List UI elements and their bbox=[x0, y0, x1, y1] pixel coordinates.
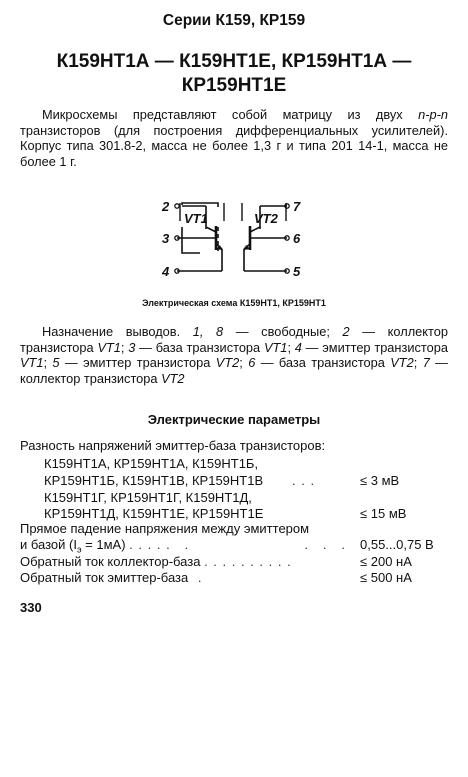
pin-2-label: 2 bbox=[162, 199, 170, 214]
pin-3-label: 3 bbox=[162, 231, 170, 246]
group1-row bbox=[44, 473, 448, 489]
pin-text-2: 1, 8 bbox=[192, 324, 224, 339]
group1-line-2: КР159НТ1Б, К159НТ1В, КР159НТ1В bbox=[44, 473, 264, 488]
emitter-current-value: ≤ 500 нА bbox=[360, 570, 412, 585]
pin-text-8: 3 bbox=[128, 339, 136, 355]
pin-text-21: — база транзистора bbox=[255, 355, 391, 371]
pin-text-14: VT1 bbox=[20, 355, 44, 371]
group2-row bbox=[44, 506, 448, 522]
group2-line-1: К159НТ1Г, КР159НТ1Г, К159НТ1Д, bbox=[44, 490, 252, 505]
group2-line-2: КР159НТ1Д, К159НТ1Е, КР159НТ1Е bbox=[44, 506, 264, 521]
forward-drop-line-2b: = 1мА) bbox=[81, 537, 126, 552]
pin-text-13: — эмиттер транзистора bbox=[301, 339, 448, 355]
pin-text-1: Назначение выводов. bbox=[42, 324, 193, 339]
pin-5-label: 5 bbox=[293, 264, 301, 279]
forward-drop-subscript: э bbox=[76, 544, 82, 555]
pin-text-5: — коллектор транзистора bbox=[20, 324, 448, 355]
pin-text-20: 6 bbox=[248, 355, 256, 371]
pin-text-22: VT2 bbox=[390, 355, 414, 371]
electrical-parameters-heading: Электрические параметры bbox=[147, 412, 321, 427]
intro-npn: n-p-n bbox=[418, 107, 448, 122]
title-line-2: КР159НТ1Е bbox=[181, 75, 287, 96]
group2-value: ≤ 15 мВ bbox=[360, 506, 407, 521]
emitter-current-row bbox=[20, 570, 448, 586]
collector-current-label: Обратный ток коллектор-база bbox=[20, 554, 201, 569]
vt1-label: VT1 bbox=[184, 211, 208, 226]
page-number: 330 bbox=[20, 600, 42, 615]
pin-text-9: — база транзистора bbox=[135, 339, 264, 355]
pin-text-25: — коллектор транзистора bbox=[20, 355, 448, 386]
title-line-1: К159НТ1А — К159НТ1Е, КР159НТ1А — bbox=[56, 51, 412, 72]
emitter-current-label: Обратный ток эмиттер-база bbox=[20, 570, 189, 585]
pin-2-terminal bbox=[175, 204, 179, 208]
forward-drop-dots: . . . . . . . . . bbox=[129, 537, 346, 552]
pin-text-15: ; bbox=[43, 355, 53, 371]
pin-text-18: VT2 bbox=[215, 355, 240, 371]
intro-paragraph bbox=[20, 107, 448, 169]
group1-line-1: К159НТ1А, КР159НТ1А, К159НТ1Б, bbox=[44, 456, 259, 471]
intro-text-2: транзисторов (для построения дифференциальных усилителей). Корпус типа 301.8-2, масса не более 1,3 г и типа 201 14-1, масса не более 1 г. bbox=[20, 122, 448, 169]
collector-current-dots: . . . . . . . . . . bbox=[204, 554, 292, 569]
forward-drop-line-2: и базой (I bbox=[20, 537, 77, 552]
pin-text-3: — свободные; bbox=[223, 324, 343, 339]
pin-assignment-paragraph bbox=[20, 324, 448, 386]
pin-6-label: 6 bbox=[293, 231, 301, 246]
pin-text-19: ; bbox=[239, 355, 249, 371]
pin-text-12: 4 bbox=[294, 339, 302, 355]
pin-7-label: 7 bbox=[293, 199, 301, 214]
collector-current-value: ≤ 200 нА bbox=[360, 554, 412, 569]
forward-drop-value: 0,55...0,75 В bbox=[360, 537, 434, 552]
collector-current-row bbox=[20, 554, 448, 570]
pin-text-24: 7 bbox=[422, 355, 430, 371]
pin-text-23: ; bbox=[413, 355, 423, 371]
diff-voltage-label: Разность напряжений эмиттер-база транзисторов: bbox=[20, 438, 326, 453]
diagram-caption: Электрическая схема К159НТ1, КР159НТ1 bbox=[142, 298, 326, 308]
pin-text-16: 5 bbox=[52, 355, 60, 371]
pin-text-10: VT1 bbox=[263, 339, 288, 355]
circuit-diagram bbox=[150, 193, 320, 285]
emitter-current-dots: . bbox=[197, 570, 203, 585]
page-title bbox=[20, 50, 448, 98]
vt2-label: VT2 bbox=[254, 211, 278, 226]
group1-value: ≤ 3 мВ bbox=[360, 473, 400, 488]
pin-text-11: ; bbox=[287, 339, 295, 355]
pin-text-4: 2 bbox=[342, 324, 350, 339]
pin-4-label: 4 bbox=[162, 264, 170, 279]
pin-text-17: — эмиттер транзистора bbox=[59, 355, 216, 371]
pin-text-7: ; bbox=[120, 339, 129, 355]
pin-text-6: VT1 bbox=[97, 339, 121, 355]
intro-text-1: Микросхемы представляют собой матрицу из двух bbox=[42, 107, 419, 122]
group1-dots: . . . bbox=[292, 473, 316, 488]
forward-drop-line-1: Прямое падение напряжения между эмиттером bbox=[20, 521, 310, 536]
pin-text-26: VT2 bbox=[161, 370, 185, 386]
series-heading: Серии К159, КР159 bbox=[162, 12, 306, 29]
